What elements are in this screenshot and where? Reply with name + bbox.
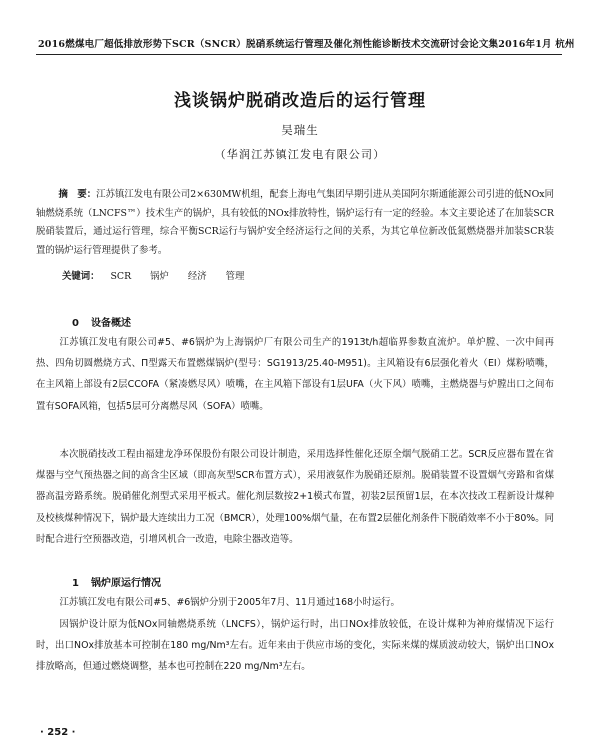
section-title: 锅炉原运行情况	[90, 578, 161, 589]
keyword: 锅炉	[150, 271, 169, 282]
keyword: 经济	[187, 271, 207, 282]
page-number: · 252 ·	[40, 727, 76, 738]
paper-title: 浅谈锅炉脱硝改造后的运行管理	[174, 91, 426, 111]
body-paragraph: 本次脱硝技改工程由福建龙净环保股份有限公司设计制造，采用选择性催化还原全烟气脱硝工艺。SCR反应器布置在省煤器与空气预热器之间的高含尘区域（即高灰型SCR布置方式），采用液氨作为脱硝还原剂。脱硝装置不设置烟气旁路和省煤器高温旁路系统。脱硝催化剂型式采用平板式。催化剂层数按2+1模式布置，初装2层预留1层，在本次技改工程新设计煤种及校核煤种情况下，锅炉最大连续出力工况（BMCR），处理100%烟气量，在布置2层催化剂条件下脱硝效率不小于80%。同时配合进行空预器改造，引增风机合一改造，电除尘器改造等。	[36, 449, 554, 545]
keyword: SCR	[110, 271, 132, 282]
abstract-text: 江苏镇江发电有限公司2×630MW机组，配套上海电气集团早期引进从美国阿尔斯通能源公司引进的低NOx同轴燃烧系统（LNCFS™）技术生产的锅炉，具有较低的NOx排放特性，锅炉运行有一定的经验。本文主要论述了在加装SCR脱硝装置后，通过运行管理，综合平衡SCR运行与锅炉安全经济运行之间的关系，为其它单位新改低氮燃烧器并加装SCR装置的锅炉运行管理提供了参考。	[36, 189, 554, 256]
section-title: 设备概述	[90, 318, 131, 329]
body-paragraph: 江苏镇江发电有限公司#5、#6锅炉分别于2005年7月、11月通过168小时运行。	[59, 597, 400, 608]
keyword: 管理	[225, 271, 245, 282]
running-header	[38, 36, 575, 50]
body-paragraph: 江苏镇江发电有限公司#5、#6锅炉为上海锅炉厂有限公司生产的1913t/h超临界参数直流炉。单炉膛、一次中间再热、四角切圆燃烧方式、Π型露天布置燃煤锅炉(型号：SG1913/25.40-M951)。主风箱设有6层强化着火（EI）煤粉喷嘴，在主风箱上部设有2层CCOFA（紧凑燃尽风）喷嘴，在主风箱下部设有1层UFA（火下风）喷嘴，主燃烧器与炉膛出口之间布置有SOFA风箱，包括5层可分离燃尽风（SOFA）喷嘴。	[36, 337, 554, 412]
section-number: 1	[72, 578, 79, 589]
abstract	[36, 186, 554, 260]
section-heading	[72, 574, 161, 589]
section-number: 0	[72, 318, 79, 329]
abstract-label: 摘 要：	[58, 189, 97, 200]
keywords	[62, 268, 542, 282]
author: 吴瑞生	[281, 123, 319, 137]
section-heading	[72, 314, 131, 329]
keywords-label: 关键词：	[62, 271, 100, 282]
header-rule	[36, 54, 562, 55]
running-header-title: 2016燃煤电厂超低排放形势下SCR（SNCR）脱硝系统运行管理及催化剂性能诊断技术交流研讨会论文集	[38, 39, 499, 50]
running-header-date: 2016年1月 杭州	[498, 39, 575, 50]
affiliation: （华润江苏镇江发电有限公司）	[214, 148, 386, 161]
body-paragraph: 因锅炉设计原为低NOx同轴燃烧系统（LNCFS），锅炉运行时，出口NOx排放较低，在设计煤种为神府煤情况下运行时，出口NOx排放基本可控制在180 mg/Nm³左右。近年来由于供应市场的变化，实际来煤的煤质波动较大，锅炉出口NOx排放略高，但通过燃烧调整，基本也可控制在220 mg/Nm³左右。	[36, 619, 554, 673]
